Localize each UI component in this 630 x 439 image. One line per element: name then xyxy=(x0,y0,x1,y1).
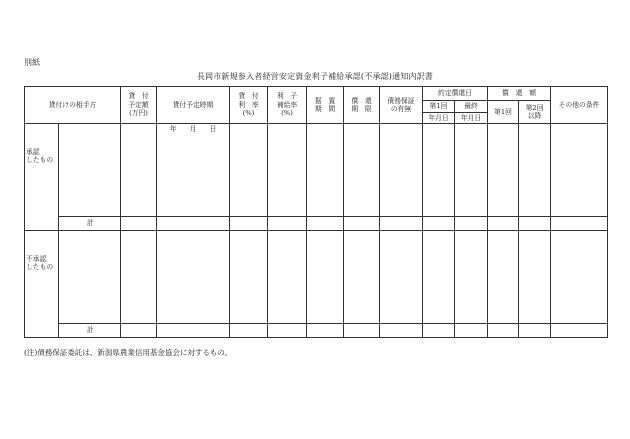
header-final-ymd: 年月日 xyxy=(455,113,488,124)
approved-loan-rate-cell xyxy=(230,124,268,217)
rejected-total-cell xyxy=(344,324,380,338)
header-guarantee-line: 債務保証 xyxy=(387,96,415,105)
header-deferment xyxy=(307,87,344,124)
header-rep-second-line: 以降 xyxy=(527,112,542,120)
approved-other-cell xyxy=(551,124,608,217)
footnote: (注)債務保証委託は、新潟県農業信用基金協会に対するもの。 xyxy=(24,348,233,357)
header-final: 最終 xyxy=(455,101,488,113)
approved-label-line: 承認 xyxy=(26,148,40,156)
approved-borrower-cell xyxy=(59,124,121,217)
rejected-total-amount xyxy=(121,324,157,338)
notification-table xyxy=(24,86,608,338)
rejected-total-cell xyxy=(157,324,230,338)
approved-total-amount xyxy=(121,217,157,231)
header-repayment-term-line: 償 還 xyxy=(351,96,372,105)
approved-total-cell xyxy=(157,217,230,231)
header-loan-amount-line: 予定額 xyxy=(128,100,149,109)
rejected-total-cell xyxy=(551,324,608,338)
date-placeholder xyxy=(157,125,229,133)
header-subsidy-rate xyxy=(268,87,307,124)
rejected-total-cell xyxy=(230,324,268,338)
header-borrower: 貸付けの相手方 xyxy=(25,87,121,124)
header-repayment-term-line: 期 限 xyxy=(351,105,372,113)
month-label: 月 xyxy=(189,125,197,133)
rejected-label-line: 不承認 xyxy=(26,255,47,263)
approved-total-cell xyxy=(380,217,423,231)
rejected-section-label xyxy=(25,231,59,338)
header-subsidy-rate-line: 利 子 xyxy=(276,92,298,101)
rejected-total-cell xyxy=(488,324,519,338)
header-subsidy-rate-line: 補給率 xyxy=(276,100,298,109)
approved-section-label xyxy=(25,124,59,231)
approved-period-cell xyxy=(157,124,230,217)
rejected-amount-cell xyxy=(121,231,157,324)
approved-total-cell xyxy=(230,217,268,231)
approved-total-cell xyxy=(551,217,608,231)
rejected-loan-rate-cell xyxy=(230,231,268,324)
approved-total-cell xyxy=(268,217,307,231)
rejected-total-cell xyxy=(268,324,307,338)
rejected-total-cell xyxy=(380,324,423,338)
rejected-total-cell xyxy=(307,324,344,338)
rejected-total-cell xyxy=(455,324,488,338)
header-loan-period: 貸付予定時期 xyxy=(157,87,230,124)
approved-total-cell xyxy=(455,217,488,231)
rejected-subsidy-cell xyxy=(268,231,307,324)
approved-rep-second-cell xyxy=(519,124,551,217)
header-loan-rate-line: 貸 付 xyxy=(238,92,259,101)
header-rep-second-line: 第2回 xyxy=(525,103,544,112)
header-first-time: 第1回 xyxy=(423,101,455,113)
header-rep-second xyxy=(519,101,551,124)
header-loan-amount-line: 貸 付 xyxy=(128,92,149,101)
header-loan-amount-line: (万円) xyxy=(129,109,148,118)
approved-total-cell xyxy=(307,217,344,231)
rejected-guarantee-cell xyxy=(380,231,423,324)
approved-total-cell xyxy=(488,217,519,231)
rejected-label-line: したもの xyxy=(26,263,54,272)
rejected-first-date-cell xyxy=(423,231,455,324)
rejected-total-cell xyxy=(423,324,455,338)
header-loan-rate-line: 利 率 xyxy=(238,100,259,109)
rejected-other-cell xyxy=(551,231,608,324)
header-other-conditions: その他の条件 xyxy=(551,87,608,124)
approved-total-cell xyxy=(519,217,551,231)
attachment-label: 別紙 xyxy=(24,58,40,67)
header-loan-amount xyxy=(121,87,157,124)
rejected-period-cell xyxy=(157,231,230,324)
header-deferment-line: 据 置 xyxy=(314,96,336,105)
rejected-term-cell xyxy=(344,231,380,324)
header-subsidy-rate-line: (%) xyxy=(281,109,293,118)
header-repayment-term xyxy=(344,87,380,124)
approved-total-cell xyxy=(344,217,380,231)
approved-subsidy-cell xyxy=(268,124,307,217)
header-deferment-line: 期 間 xyxy=(314,105,336,113)
approved-total-label: 計 xyxy=(59,217,121,231)
approved-rep-first-cell xyxy=(488,124,519,217)
header-guarantee xyxy=(380,87,423,124)
header-loan-rate-line: (%) xyxy=(242,109,255,118)
rejected-final-date-cell xyxy=(455,231,488,324)
header-agreed-repayment: 約定償還日 xyxy=(423,87,488,101)
rejected-rep-first-cell xyxy=(488,231,519,324)
approved-deferment-cell xyxy=(307,124,344,217)
day-label: 日 xyxy=(209,125,217,133)
header-first-ymd: 年月日 xyxy=(423,113,455,124)
rejected-total-label: 計 xyxy=(59,324,121,338)
approved-guarantee-cell xyxy=(380,124,423,217)
rejected-total-cell xyxy=(519,324,551,338)
header-repayment-amount: 償 還 額 xyxy=(488,87,551,101)
approved-term-cell xyxy=(344,124,380,217)
approved-label-line: したもの xyxy=(26,156,54,165)
rejected-borrower-cell xyxy=(59,231,121,324)
approved-total-cell xyxy=(423,217,455,231)
header-loan-rate xyxy=(230,87,268,124)
rejected-deferment-cell xyxy=(307,231,344,324)
approved-first-date-cell xyxy=(423,124,455,217)
approved-final-date-cell xyxy=(455,124,488,217)
approved-amount-cell xyxy=(121,124,157,217)
header-guarantee-line: の有無 xyxy=(390,105,412,113)
year-label: 年 xyxy=(169,125,177,133)
rejected-rep-second-cell xyxy=(519,231,551,324)
document-title: 長岡市新規参入者経営安定資金利子補給承認(不承認)通知内訳書 xyxy=(196,72,434,81)
header-rep-first: 第1回 xyxy=(488,101,519,124)
